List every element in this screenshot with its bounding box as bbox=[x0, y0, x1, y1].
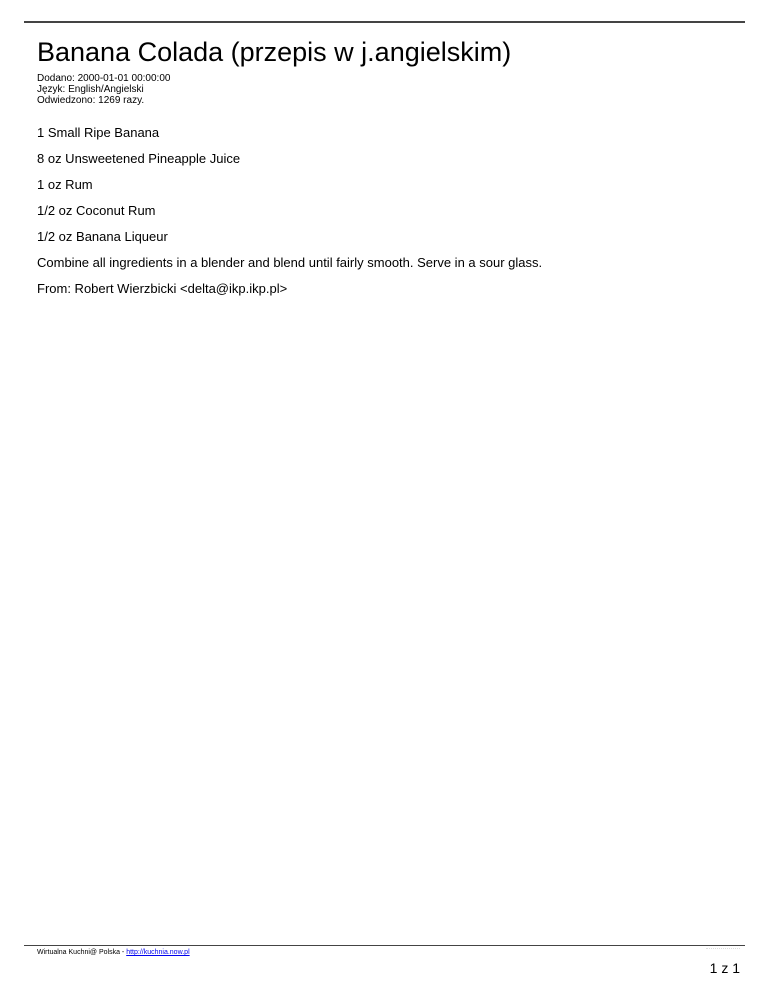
meta-block bbox=[37, 73, 170, 106]
author-line: From: Robert Wierzbicki <delta@ikp.ikp.pl> bbox=[37, 281, 288, 296]
ingredient-line: 1/2 oz Banana Liqueur bbox=[37, 229, 168, 244]
page-title: Banana Colada (przepis w j.angielskim) bbox=[37, 37, 512, 67]
recipe-body bbox=[37, 124, 737, 306]
ingredient-line: 1 oz Rum bbox=[37, 177, 93, 192]
footer-divider bbox=[24, 945, 745, 946]
page-number: 1 z 1 bbox=[709, 960, 740, 976]
meta-visits: Odwiedzono: 1269 razy. bbox=[37, 95, 145, 106]
instructions-line: Combine all ingredients in a blender and blend until fairly smooth. Serve in a sour glass. bbox=[37, 255, 543, 270]
ingredient-line: 1 Small Ripe Banana bbox=[37, 125, 160, 140]
footer-site-text: Wirtualna Kuchni@ Polska - bbox=[37, 949, 127, 956]
meta-added: Dodano: 2000-01-01 00:00:00 bbox=[37, 73, 171, 84]
footer-faint-mark bbox=[706, 948, 740, 952]
footer-site-link[interactable]: http://kuchnia.now.pl bbox=[126, 949, 190, 956]
footer bbox=[37, 948, 190, 957]
meta-language: Język: English/Angielski bbox=[37, 84, 144, 95]
ingredient-line: 8 oz Unsweetened Pineapple Juice bbox=[37, 151, 241, 166]
header-divider bbox=[24, 21, 745, 23]
ingredient-line: 1/2 oz Coconut Rum bbox=[37, 203, 156, 218]
